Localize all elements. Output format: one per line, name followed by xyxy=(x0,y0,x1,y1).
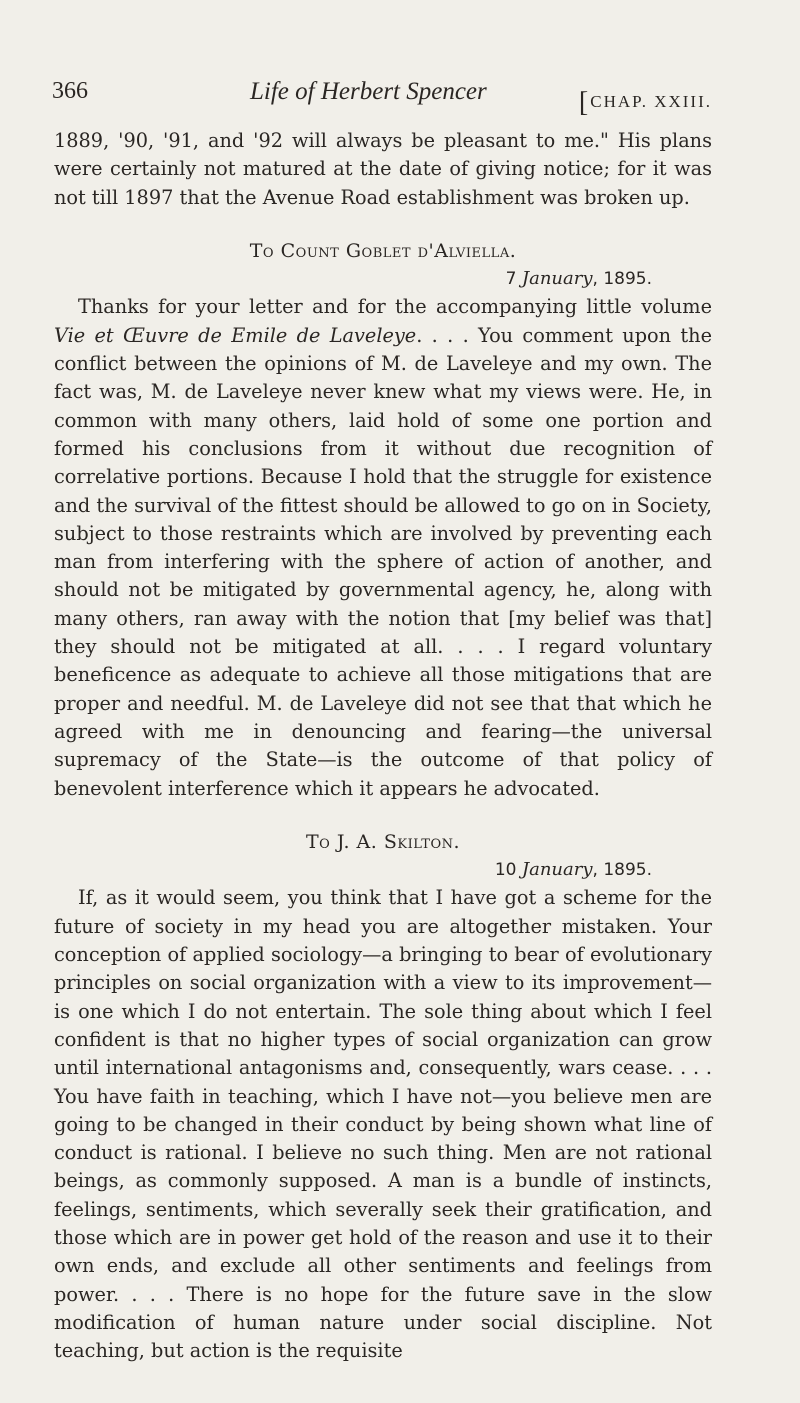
running-header xyxy=(52,78,712,118)
letter-body: Thanks for your letter and for the accompanying little volume Vie et Œuvre de Emile de Laveleye. . . . You comment upon the conflict between the opinions of M. de Laveleye and my own. The fact was, M. de Laveleye never knew what my views were. He, in common with many others, laid hold of some one portion and formed his conclusions from it without due recognition of correlative portions. Because I hold that the struggle for existence and the survival of the fittest should be allowed to go on in Society, subject to those restraints which are involved by preventing each man from interfering with the sphere of action of another, and should not be mitigated by governmental agency, he, along with many others, ran away with the notion that [my belief was that] they should not be mitigated at all. . . . I regard voluntary beneficence as adequate to achieve all those mitigations that are proper and needful. M. de Laveleye did not see that that which he agreed with me in denouncing and fearing—the universal supremacy of the State—is the outcome of that policy of benevolent interference which it appears he advocated. xyxy=(54,295,712,800)
letter-date: 10 January, 1895. xyxy=(494,859,652,881)
page-body xyxy=(54,127,712,1365)
letter-body: If, as it would seem, you think that I have got a scheme for the future of society in my head you are altogether mistaken. Your conception of applied sociology—a bringing to bear of evolutionary principles on social organization with a view to its improvement—is one which I do not entertain. The sole thing about which I feel confident is that no higher types of social organization can grow until international antagonisms and, consequently, wars cease. . . . You have faith in teaching, which I have not—you believe men are going to be changed in their conduct by being shown what line of conduct is rational. I believe no such thing. Men are not rational beings, as commonly supposed. A man is a bundle of instincts, feelings, sentiments, which severally seek their gratification, and those which are in power get hold of the reason and use it to their own ends, and exclude all other sentiments and feelings from power. . . . There is no hope for the future save in the slow modification of human nature under social discipline. Not teaching, but action is the requisite xyxy=(54,886,712,1363)
chapter-reference: [ CHAP. XXIII. xyxy=(578,87,712,118)
bracket-glyph: [ xyxy=(578,87,589,118)
opening-paragraph: 1889, '90, '91, and '92 will always be pleasant to me." His plans were certainly not matured at the date of giving notice; for it was not till 1897 that the Avenue Road establishment was broken up. xyxy=(54,129,712,209)
book-title: Vie et Œuvre de Emile de Laveleye xyxy=(54,323,417,347)
letter-heading: To Count Goblet d'Alviella. xyxy=(249,239,517,262)
letter-date: 7 January, 1895. xyxy=(505,268,652,290)
letter-heading: To J. A. Skilton. xyxy=(305,830,461,853)
running-title: Life of Herbert Spencer xyxy=(250,78,487,105)
page-number: 366 xyxy=(52,78,88,104)
